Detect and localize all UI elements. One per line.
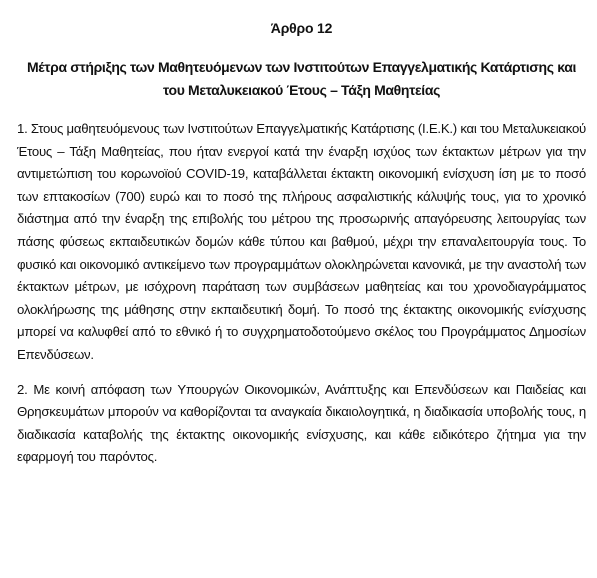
article-number: Άρθρο 12 — [270, 20, 333, 36]
paragraph-2: 2. Με κοινή απόφαση των Υπουργών Οικονομικών, Ανάπτυξης και Επενδύσεων και Παιδείας και Θρησκευμάτων μπορούν να καθορίζονται τα αναγκαία δικαιολογητικά, η διαδικασία υποβολής τους, η διαδικασία καταβολής της έκτακτης οικονομικής ενίσχυσης, και κάθε ειδικότερο ζήτημα για την εφαρμογή του παρόντος. — [17, 381, 586, 465]
paragraph-1: 1. Στους μαθητευόμενους των Ινστιτούτων Επαγγελματικής Κατάρτισης (Ι.Ε.Κ.) και του Μεταλυκειακού Έτους – Τάξη Μαθητείας, που ήταν ενεργοί κατά την έναρξη ισχύος των έκτακτων μέτρων για την αντιμετώπιση του κορωνοϊού COVID-19, καταβάλλεται έκτακτη οικονομική ενίσχυση ίση με το ποσό των επτακοσίων (700) ευρώ και το ποσό της πλήρους ασφαλιστικής κάλυψής τους, για το χρονικό διάστημα από την έναρξη της επιβολής του μέτρου της προσωρινής απαγόρευσης λειτουργίας των πάσης φύσεως εκπαιδευτικών δομών κάθε τύπου και βαθμού, μέχρι την επαναλειτουργία τους. Το φυσικό και οικονομικό αντικείμενο των προγραμμάτων ολοκληρώνεται κανονικά, με την αναστολή των έκτακτων μέτρων, με ισόχρονη παράταση των συμβάσεων μαθητείας και του χρονοδιαγράμματος ολοκλήρωσης της μάθησης στην εκπαιδευτική δομή. Το ποσό της έκτακτης οικονομικής ενίσχυσης μπορεί να καλυφθεί από το εθνικό ή το συγχρηματοδοτούμενο σκέλος του Προγράμματος Δημοσίων Επενδύσεων. — [17, 121, 586, 362]
article-title: Μέτρα στήριξης των Μαθητευόμενων των Ινστιτούτων Επαγγελματικής Κατάρτισης και του Μεταλυκειακού Έτους – Τάξη Μαθητείας — [27, 59, 576, 98]
